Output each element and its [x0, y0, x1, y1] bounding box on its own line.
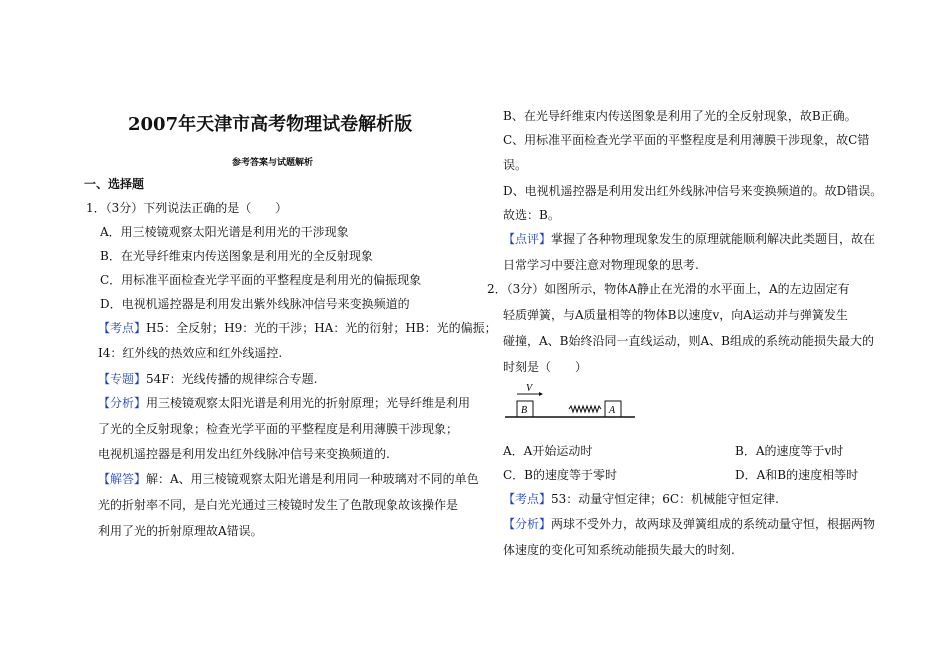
arrow-head: [539, 392, 543, 396]
q1-option-b: B．在光导纤维束内传送图象是利用光的全反射现象: [100, 249, 373, 263]
q1-stem: 1．（3分）下列说法正确的是（ ）: [86, 201, 288, 215]
q1-option-d: D．电视机遥控器是利用发出紫外线脉冲信号来变换频道的: [100, 297, 410, 311]
q1-fenxi-3: 电视机遥控器是利用发出红外线脉冲信号来变换频道的.: [98, 447, 390, 461]
section-heading: 一、选择题: [84, 177, 145, 191]
q1-jieda: [98, 471, 479, 487]
jieda-text: 解：A、用三棱镜观察太阳光谱是利用同一种玻璃对不同的单色: [146, 472, 479, 486]
q1-jieda-c-cont: 误。: [503, 158, 528, 172]
fenxi-text: 两球不受外力，故两球及弹簧组成的系统动量守恒，根据两物: [551, 517, 876, 531]
block-b-label: B: [521, 405, 528, 416]
q2-fenxi-2: 体速度的变化可知系统动能损失最大的时刻.: [503, 543, 735, 557]
kaodian-tag: 【考点】: [98, 321, 147, 335]
q1-fenxi-2: 了光的全反射现象；检查光学平面的平整程度是利用薄膜干涉现象；: [98, 422, 459, 436]
fenxi-tag: 【分析】: [98, 396, 147, 410]
spring: [569, 406, 601, 412]
q1-jieda-3: 利用了光的折射原理故A错误。: [98, 524, 263, 538]
q1-zhuanti: [98, 371, 317, 387]
kaodian-tag: 【考点】: [503, 492, 552, 506]
q1-kaodian-cont: I4：红外线的热效应和红外线遥控.: [98, 346, 283, 360]
jieda-tag: 【解答】: [98, 472, 147, 486]
q2-stem: 2．（3分）如图所示，物体A静止在光滑的水平面上，A的左边固定有: [487, 282, 850, 296]
page-title: 2007年天津市高考物理试卷解析版: [128, 114, 413, 135]
q1-answer: 故选：B。: [503, 208, 560, 222]
fenxi-tag: 【分析】: [503, 517, 552, 531]
q1-dianping-2: 日常学习中要注意对物理现象的思考.: [503, 258, 699, 272]
block-a-label: A: [609, 405, 616, 416]
q1-jieda-b: B、在光导纤维束内传送图象是利用了光的全反射现象，故B正确。: [503, 109, 857, 123]
q2-figure: [505, 382, 640, 422]
kaodian-text: 53：动量守恒定律；6C：机械能守恒定律.: [551, 492, 779, 506]
dianping-text: 掌握了各种物理现象发生的原理就能顺利解决此类题目，故在: [551, 232, 876, 246]
q1-option-a: A．用三棱镜观察太阳光谱是利用光的干涉现象: [100, 225, 349, 239]
q1-dianping: [503, 231, 875, 247]
q1-option-c: C．用标准平面检查光学平面的平整程度是利用光的偏振现象: [100, 273, 422, 287]
q1-jieda-2: 光的折射率不同，是白光光通过三棱镜时发生了色散现象故该操作是: [98, 498, 459, 512]
zhuanti-tag: 【专题】: [98, 372, 147, 386]
dianping-tag: 【点评】: [503, 232, 552, 246]
zhuanti-text: 54F：光线传播的规律综合专题.: [146, 372, 318, 386]
q2-option-d: D．A和B的速度相等时: [735, 468, 859, 482]
kaodian-text: H5：全反射；H9：光的干涉；HA：光的衍射；HB：光的偏振；: [146, 321, 497, 335]
q1-fenxi: [98, 395, 470, 411]
velocity-label: V: [526, 383, 533, 394]
q2-fenxi: [503, 516, 875, 532]
q2-stem-4: 时刻是（ ）: [503, 360, 588, 374]
q2-kaodian: [503, 491, 779, 507]
fenxi-text: 用三棱镜观察太阳光谱是利用光的折射原理；光导纤维是利用: [146, 396, 471, 410]
q2-stem-2: 轻质弹簧，与A质量相等的物体B以速度v，向A运动并与弹簧发生: [503, 308, 848, 322]
q1-kaodian: [98, 320, 497, 336]
q1-jieda-d: D、电视机遥控器是利用发出红外线脉冲信号来变换频道的。故D错误。: [503, 184, 883, 198]
q2-option-c: C．B的速度等于零时: [503, 468, 618, 482]
q2-stem-3: 碰撞，A、B始终沿同一直线运动，则A、B组成的系统动能损失最大的: [503, 334, 874, 348]
q2-option-b: B．A的速度等于v时: [735, 444, 844, 458]
q1-jieda-c: C、用标准平面检查光学平面的平整程度是利用薄膜干涉现象，故C错: [503, 133, 870, 147]
q2-option-a: A．A开始运动时: [503, 444, 593, 458]
page-subtitle: 参考答案与试题解析: [232, 158, 314, 168]
